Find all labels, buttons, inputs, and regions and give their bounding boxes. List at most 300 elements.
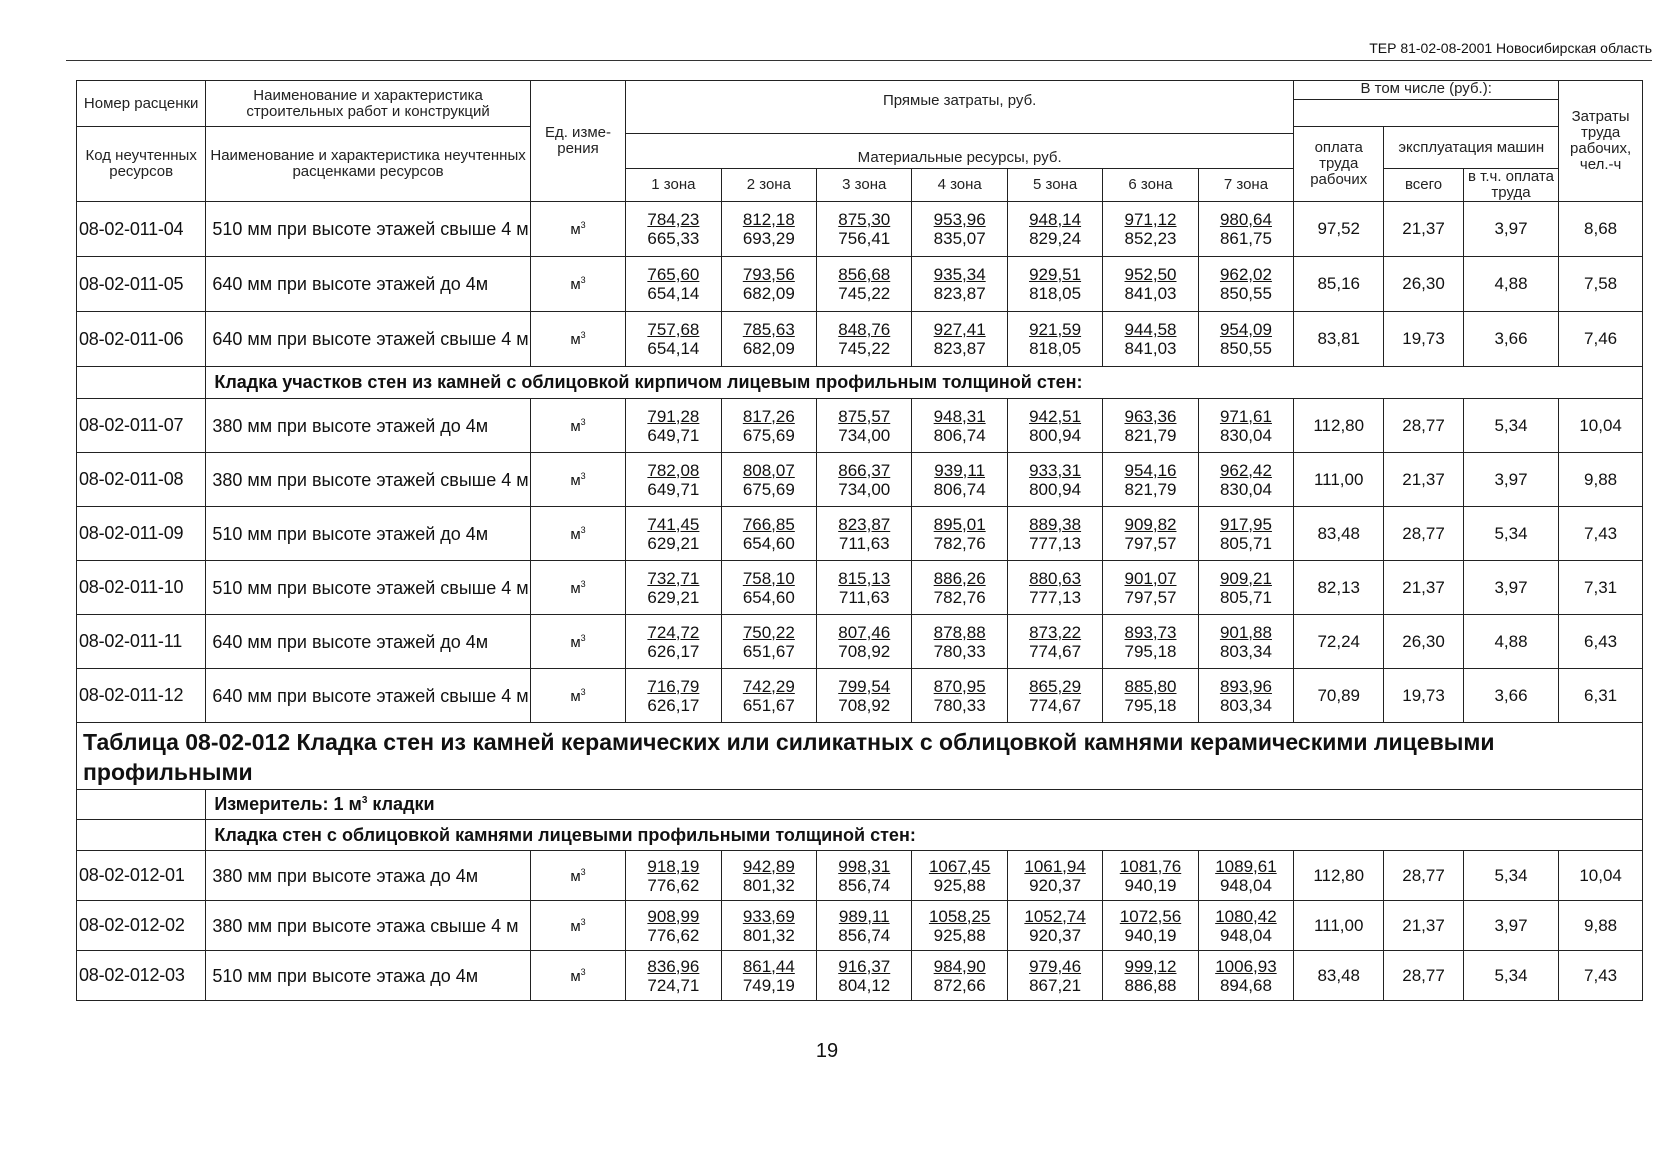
- rate-code: 08-02-012-03: [77, 951, 206, 1001]
- material-cost: 724,71: [647, 975, 700, 995]
- work-name: 380 мм при высоте этажей до 4м: [206, 399, 530, 453]
- machines-labor: 3,97: [1463, 202, 1558, 257]
- labor-cost: 7,58: [1559, 257, 1643, 312]
- material-cost: 734,00: [838, 425, 891, 445]
- direct-cost: 716,79: [647, 676, 700, 696]
- header-unaccounted-code: Код неучтенных ресурсов: [77, 127, 206, 202]
- unit-sup: 3: [580, 632, 586, 643]
- direct-cost: 1006,93: [1215, 956, 1277, 976]
- material-cost: 782,76: [933, 533, 986, 553]
- labor-pay: 82,13: [1294, 561, 1384, 615]
- material-cost: 940,19: [1124, 875, 1177, 895]
- machines-total: 21,37: [1384, 561, 1464, 615]
- work-name: 640 мм при высоте этажей до 4м: [206, 257, 530, 312]
- machines-total: 21,37: [1384, 202, 1464, 257]
- zone-price-6: [1103, 851, 1198, 901]
- zone-price-5: [1007, 669, 1102, 723]
- material-cost: 886,88: [1124, 975, 1177, 995]
- work-name: 640 мм при высоте этажей до 4м: [206, 615, 530, 669]
- zone-price-3: [817, 202, 912, 257]
- labor-cost: 6,31: [1559, 669, 1643, 723]
- material-cost: 805,71: [1219, 533, 1272, 553]
- zone-price-2: [721, 561, 816, 615]
- direct-cost: 971,61: [1219, 406, 1272, 426]
- direct-cost: 812,18: [742, 210, 795, 229]
- material-cost: 804,12: [838, 975, 891, 995]
- zone-price-1: [626, 561, 721, 615]
- zone-price-1: [626, 257, 721, 312]
- direct-cost: 856,68: [838, 265, 891, 284]
- direct-cost: 942,51: [1029, 406, 1082, 426]
- direct-cost: 732,71: [647, 568, 700, 588]
- work-name: 640 мм при высоте этажей свыше 4 м: [206, 669, 530, 723]
- zone-price-7: [1198, 561, 1293, 615]
- unit-sup: 3: [580, 330, 586, 340]
- unit-cell: [530, 901, 625, 951]
- direct-cost: 953,96: [933, 210, 986, 229]
- zone-price-6: [1103, 615, 1198, 669]
- zone-price-6: [1103, 399, 1198, 453]
- material-cost: 852,23: [1124, 229, 1177, 248]
- direct-cost: 895,01: [933, 514, 986, 534]
- machines-labor: 5,34: [1463, 507, 1558, 561]
- unit-sup: 3: [580, 416, 586, 427]
- machines-labor: 3,97: [1463, 901, 1558, 951]
- direct-cost: 875,30: [838, 210, 891, 229]
- zone-price-3: [817, 257, 912, 312]
- machines-total: 28,77: [1384, 399, 1464, 453]
- direct-cost: 757,68: [647, 320, 700, 339]
- direct-cost: 889,38: [1029, 514, 1082, 534]
- header-zone-5: 5 зона: [1007, 169, 1102, 202]
- zone-price-7: [1198, 453, 1293, 507]
- zone-price-7: [1198, 669, 1293, 723]
- work-name: 380 мм при высоте этажа до 4м: [206, 851, 530, 901]
- direct-cost: 893,96: [1219, 676, 1272, 696]
- direct-cost: 952,50: [1124, 265, 1177, 284]
- header-zone-4: 4 зона: [912, 169, 1007, 202]
- zone-price-1: [626, 507, 721, 561]
- direct-cost: 785,63: [742, 320, 795, 339]
- machines-total: 21,37: [1384, 901, 1464, 951]
- table-row: [77, 615, 1643, 669]
- rate-code: 08-02-011-11: [77, 615, 206, 669]
- material-cost: 756,41: [838, 229, 891, 248]
- zone-price-5: [1007, 202, 1102, 257]
- material-cost: 629,21: [647, 533, 700, 553]
- section-row: [77, 367, 1643, 399]
- zone-price-1: [626, 399, 721, 453]
- document-header-text: ТЕР 81-02-08-2001 Новосибирская область: [1369, 40, 1652, 56]
- table-row: [77, 561, 1643, 615]
- direct-cost: 886,26: [933, 568, 986, 588]
- direct-cost: 909,21: [1219, 568, 1272, 588]
- unit-cell: [530, 851, 625, 901]
- direct-cost: 815,13: [838, 568, 891, 588]
- material-cost: 782,76: [933, 587, 986, 607]
- direct-cost: 1081,76: [1119, 856, 1182, 876]
- material-cost: 777,13: [1029, 587, 1082, 607]
- direct-cost: 758,10: [742, 568, 795, 588]
- work-name: 510 мм при высоте этажей свыше 4 м: [206, 202, 530, 257]
- material-cost: 872,66: [933, 975, 986, 995]
- material-cost: 711,63: [838, 587, 890, 607]
- material-cost: 830,04: [1219, 479, 1272, 499]
- direct-cost: 1058,25: [928, 906, 991, 926]
- zone-price-5: [1007, 257, 1102, 312]
- direct-cost: 1061,94: [1024, 856, 1086, 876]
- direct-cost: 916,37: [838, 956, 891, 976]
- material-cost: 626,17: [647, 695, 700, 715]
- material-cost: 801,32: [742, 875, 795, 895]
- labor-cost: 7,43: [1559, 507, 1643, 561]
- material-cost: 649,71: [647, 479, 700, 499]
- header-zone-7: 7 зона: [1198, 169, 1293, 202]
- zone-price-7: [1198, 851, 1293, 901]
- section-code-empty: [77, 820, 206, 851]
- table-title-row: [77, 723, 1643, 790]
- unit-cell: [530, 202, 625, 257]
- material-cost: 821,79: [1124, 425, 1177, 445]
- table-title: Таблица 08-02-012 Кладка стен из камней керамических или силикатных с облицовкой камнями керамическими лицевыми профильными: [77, 723, 1643, 790]
- work-name: 510 мм при высоте этажей свыше 4 м: [206, 561, 530, 615]
- section-row: [77, 790, 1643, 820]
- material-cost: 776,62: [647, 925, 700, 945]
- material-cost: 776,62: [647, 875, 700, 895]
- direct-cost: 836,96: [647, 956, 700, 976]
- material-cost: 749,19: [742, 975, 795, 995]
- material-cost: 850,55: [1219, 284, 1272, 303]
- material-cost: 948,04: [1219, 925, 1272, 945]
- work-name: 380 мм при высоте этажа свыше 4 м: [206, 901, 530, 951]
- rate-code: 08-02-011-05: [77, 257, 206, 312]
- unit-label: м: [570, 221, 581, 238]
- material-cost: 803,34: [1219, 695, 1272, 715]
- material-cost: 803,34: [1219, 641, 1272, 661]
- table-row: [77, 399, 1643, 453]
- rate-code: 08-02-011-12: [77, 669, 206, 723]
- zone-price-6: [1103, 951, 1198, 1001]
- labor-pay: 83,81: [1294, 312, 1384, 367]
- material-cost: 654,14: [647, 284, 700, 303]
- zone-price-4: [912, 257, 1007, 312]
- zone-price-1: [626, 951, 721, 1001]
- zone-price-2: [721, 453, 816, 507]
- direct-cost: 927,41: [933, 320, 986, 339]
- rate-code: 08-02-011-08: [77, 453, 206, 507]
- table-row: [77, 202, 1643, 257]
- material-cost: 745,22: [838, 284, 891, 303]
- machines-labor: 3,66: [1463, 669, 1558, 723]
- direct-cost: 724,72: [647, 622, 700, 642]
- material-cost: 745,22: [838, 339, 891, 358]
- zone-price-2: [721, 951, 816, 1001]
- direct-cost: 861,44: [742, 956, 795, 976]
- material-cost: 861,75: [1219, 229, 1272, 248]
- material-cost: 925,88: [933, 925, 986, 945]
- document-header: [66, 40, 1652, 61]
- unit-sup: 3: [580, 275, 586, 285]
- unit-cell: [530, 399, 625, 453]
- material-cost: 867,21: [1029, 975, 1082, 995]
- direct-cost: 893,73: [1124, 622, 1177, 642]
- zone-price-7: [1198, 399, 1293, 453]
- material-cost: 649,71: [647, 425, 700, 445]
- zone-price-6: [1103, 669, 1198, 723]
- zone-price-2: [721, 399, 816, 453]
- zone-price-3: [817, 615, 912, 669]
- labor-cost: 10,04: [1559, 851, 1643, 901]
- labor-pay: 85,16: [1294, 257, 1384, 312]
- material-cost: 675,69: [742, 479, 795, 499]
- header-work-name: Наименование и характеристика строительных работ и конструкций: [206, 81, 530, 127]
- zone-price-1: [626, 615, 721, 669]
- table-row: [77, 951, 1643, 1001]
- zone-price-5: [1007, 453, 1102, 507]
- zone-price-4: [912, 312, 1007, 367]
- material-cost: 629,21: [647, 587, 700, 607]
- zone-price-2: [721, 901, 816, 951]
- header-including-label: В том числе (руб.):: [1294, 81, 1558, 100]
- zone-price-1: [626, 453, 721, 507]
- measure-row: [206, 790, 1643, 820]
- unit-sup: 3: [580, 578, 586, 589]
- material-cost: 708,92: [838, 695, 891, 715]
- zone-price-3: [817, 901, 912, 951]
- measure-suffix: кладки: [367, 794, 435, 814]
- zone-price-5: [1007, 399, 1102, 453]
- zone-price-6: [1103, 901, 1198, 951]
- section-code-empty: [77, 790, 206, 820]
- unit-label: м: [570, 967, 581, 985]
- zone-price-2: [721, 257, 816, 312]
- direct-cost: 939,11: [934, 460, 986, 480]
- material-cost: 856,74: [838, 875, 891, 895]
- material-cost: 780,33: [933, 641, 986, 661]
- unit-label: м: [570, 471, 581, 489]
- zone-price-5: [1007, 851, 1102, 901]
- table-row: [77, 453, 1643, 507]
- zone-price-4: [912, 453, 1007, 507]
- section-title: Кладка стен с облицовкой камнями лицевыми профильными толщиной стен:: [206, 820, 1643, 851]
- unit-sup: 3: [580, 524, 586, 535]
- zone-price-2: [721, 669, 816, 723]
- direct-cost: 823,87: [838, 514, 891, 534]
- unit-cell: [530, 561, 625, 615]
- machines-total: 26,30: [1384, 257, 1464, 312]
- material-cost: 841,03: [1124, 339, 1177, 358]
- zone-price-3: [817, 312, 912, 367]
- direct-cost: 901,88: [1219, 622, 1272, 642]
- unit-label: м: [570, 417, 581, 435]
- zone-price-7: [1198, 901, 1293, 951]
- section-row: [77, 820, 1643, 851]
- labor-cost: 7,46: [1559, 312, 1643, 367]
- material-cost: 835,07: [933, 229, 986, 248]
- machines-total: 21,37: [1384, 453, 1464, 507]
- material-cost: 800,94: [1029, 479, 1082, 499]
- machines-labor: 5,34: [1463, 851, 1558, 901]
- unit-cell: [530, 669, 625, 723]
- rate-code: 08-02-011-10: [77, 561, 206, 615]
- material-cost: 805,71: [1219, 587, 1272, 607]
- direct-cost: 873,22: [1029, 622, 1082, 642]
- header-machines-total: всего: [1384, 169, 1464, 202]
- material-cost: 948,04: [1219, 875, 1272, 895]
- unit-cell: [530, 453, 625, 507]
- work-name: 510 мм при высоте этажей до 4м: [206, 507, 530, 561]
- unit-label: м: [570, 687, 581, 705]
- direct-cost: 942,89: [742, 856, 795, 876]
- direct-cost: 782,08: [647, 460, 700, 480]
- direct-cost: 1052,74: [1024, 906, 1086, 926]
- direct-cost: 962,02: [1219, 265, 1272, 284]
- material-cost: 800,94: [1029, 425, 1082, 445]
- rate-code: 08-02-012-02: [77, 901, 206, 951]
- unit-label: м: [570, 579, 581, 597]
- header-zone-6: 6 зона: [1103, 169, 1198, 202]
- zone-price-3: [817, 453, 912, 507]
- direct-cost: 984,90: [933, 956, 986, 976]
- machines-labor: 3,97: [1463, 453, 1558, 507]
- labor-cost: 9,88: [1559, 901, 1643, 951]
- direct-cost: 918,19: [647, 856, 700, 876]
- material-cost: 682,09: [742, 339, 795, 358]
- unit-label: м: [570, 525, 581, 543]
- zone-price-1: [626, 851, 721, 901]
- direct-cost: 909,82: [1124, 514, 1177, 534]
- direct-cost: 765,60: [647, 265, 700, 284]
- table-row: [77, 901, 1643, 951]
- direct-cost: 921,59: [1029, 320, 1082, 339]
- zone-price-7: [1198, 507, 1293, 561]
- material-cost: 829,24: [1029, 229, 1082, 248]
- direct-cost: 880,63: [1029, 568, 1082, 588]
- unit-sup: 3: [580, 220, 586, 230]
- machines-total: 26,30: [1384, 615, 1464, 669]
- material-cost: 626,17: [647, 641, 700, 661]
- direct-cost: 865,29: [1029, 676, 1082, 696]
- direct-cost: 817,26: [742, 406, 795, 426]
- header-rate-number: Номер расценки: [77, 81, 206, 127]
- header-unaccounted-name: Наименование и характеристика неучтенных расценками ресурсов: [206, 127, 530, 202]
- table-row: [77, 851, 1643, 901]
- direct-cost: 766,85: [742, 514, 795, 534]
- zone-price-5: [1007, 561, 1102, 615]
- material-cost: 925,88: [933, 875, 986, 895]
- direct-cost: 878,88: [933, 622, 986, 642]
- section-title: Кладка участков стен из камней с облицовкой кирпичом лицевым профильным толщиной стен:: [206, 367, 1643, 399]
- direct-cost: 875,57: [838, 406, 891, 426]
- direct-cost: 885,80: [1124, 676, 1177, 696]
- direct-cost: 944,58: [1124, 320, 1177, 339]
- rate-code: 08-02-011-04: [77, 202, 206, 257]
- material-cost: 780,33: [933, 695, 986, 715]
- direct-cost: 954,16: [1124, 460, 1177, 480]
- zone-price-3: [817, 507, 912, 561]
- header-zone-1: 1 зона: [626, 169, 721, 202]
- zone-price-6: [1103, 453, 1198, 507]
- rate-code: 08-02-011-07: [77, 399, 206, 453]
- material-cost: 682,09: [742, 284, 795, 303]
- material-cost: 665,33: [647, 229, 700, 248]
- machines-labor: 3,97: [1463, 561, 1558, 615]
- zone-price-5: [1007, 901, 1102, 951]
- zone-price-2: [721, 507, 816, 561]
- header-zone-3: 3 зона: [817, 169, 912, 202]
- material-cost: 797,57: [1124, 587, 1177, 607]
- rate-code: 08-02-011-09: [77, 507, 206, 561]
- zone-price-1: [626, 312, 721, 367]
- machines-total: 28,77: [1384, 507, 1464, 561]
- machines-labor: 4,88: [1463, 257, 1558, 312]
- header-materials: Материальные ресурсы, руб.: [626, 133, 1294, 166]
- labor-cost: 10,04: [1559, 399, 1643, 453]
- material-cost: 651,67: [742, 695, 795, 715]
- direct-cost: 933,69: [742, 906, 795, 926]
- material-cost: 940,19: [1124, 925, 1177, 945]
- machines-total: 19,73: [1384, 669, 1464, 723]
- direct-cost: 929,51: [1029, 265, 1082, 284]
- direct-cost: 954,09: [1219, 320, 1272, 339]
- zone-price-1: [626, 669, 721, 723]
- table-row: [77, 669, 1643, 723]
- header-labor-cost: Затраты труда рабочих, чел.-ч: [1559, 81, 1643, 202]
- material-cost: 806,74: [933, 425, 986, 445]
- direct-cost: 908,99: [647, 906, 700, 926]
- direct-cost: 866,37: [838, 460, 891, 480]
- unit-label: м: [570, 276, 581, 293]
- zone-price-5: [1007, 951, 1102, 1001]
- header-direct-costs: [626, 81, 1294, 169]
- direct-cost: 870,95: [933, 676, 986, 696]
- machines-total: 28,77: [1384, 851, 1464, 901]
- material-cost: 774,67: [1029, 641, 1082, 661]
- labor-cost: 9,88: [1559, 453, 1643, 507]
- material-cost: 920,37: [1029, 925, 1082, 945]
- header-direct-costs-label: Прямые затраты, руб.: [882, 92, 1037, 109]
- material-cost: 734,00: [838, 479, 891, 499]
- direct-cost: 948,14: [1029, 210, 1082, 229]
- table-row: [77, 257, 1643, 312]
- zone-price-3: [817, 669, 912, 723]
- labor-pay: 83,48: [1294, 507, 1384, 561]
- zone-price-4: [912, 901, 1007, 951]
- zone-price-7: [1198, 615, 1293, 669]
- unit-cell: [530, 507, 625, 561]
- machines-labor: 5,34: [1463, 951, 1558, 1001]
- direct-cost: 791,28: [647, 406, 700, 426]
- zone-price-6: [1103, 257, 1198, 312]
- zone-price-4: [912, 399, 1007, 453]
- zone-price-2: [721, 312, 816, 367]
- unit-sup: 3: [580, 916, 586, 927]
- direct-cost: 793,56: [742, 265, 795, 284]
- work-name: 380 мм при высоте этажей свыше 4 м: [206, 453, 530, 507]
- material-cost: 894,68: [1219, 975, 1272, 995]
- zone-price-7: [1198, 202, 1293, 257]
- zone-price-3: [817, 561, 912, 615]
- labor-cost: 8,68: [1559, 202, 1643, 257]
- zone-price-6: [1103, 507, 1198, 561]
- zone-price-2: [721, 851, 816, 901]
- header-unit: Ед. изме-рения: [530, 81, 625, 202]
- unit-cell: [530, 951, 625, 1001]
- material-cost: 651,67: [742, 641, 795, 661]
- material-cost: 823,87: [933, 339, 986, 358]
- zone-price-7: [1198, 257, 1293, 312]
- zone-price-3: [817, 851, 912, 901]
